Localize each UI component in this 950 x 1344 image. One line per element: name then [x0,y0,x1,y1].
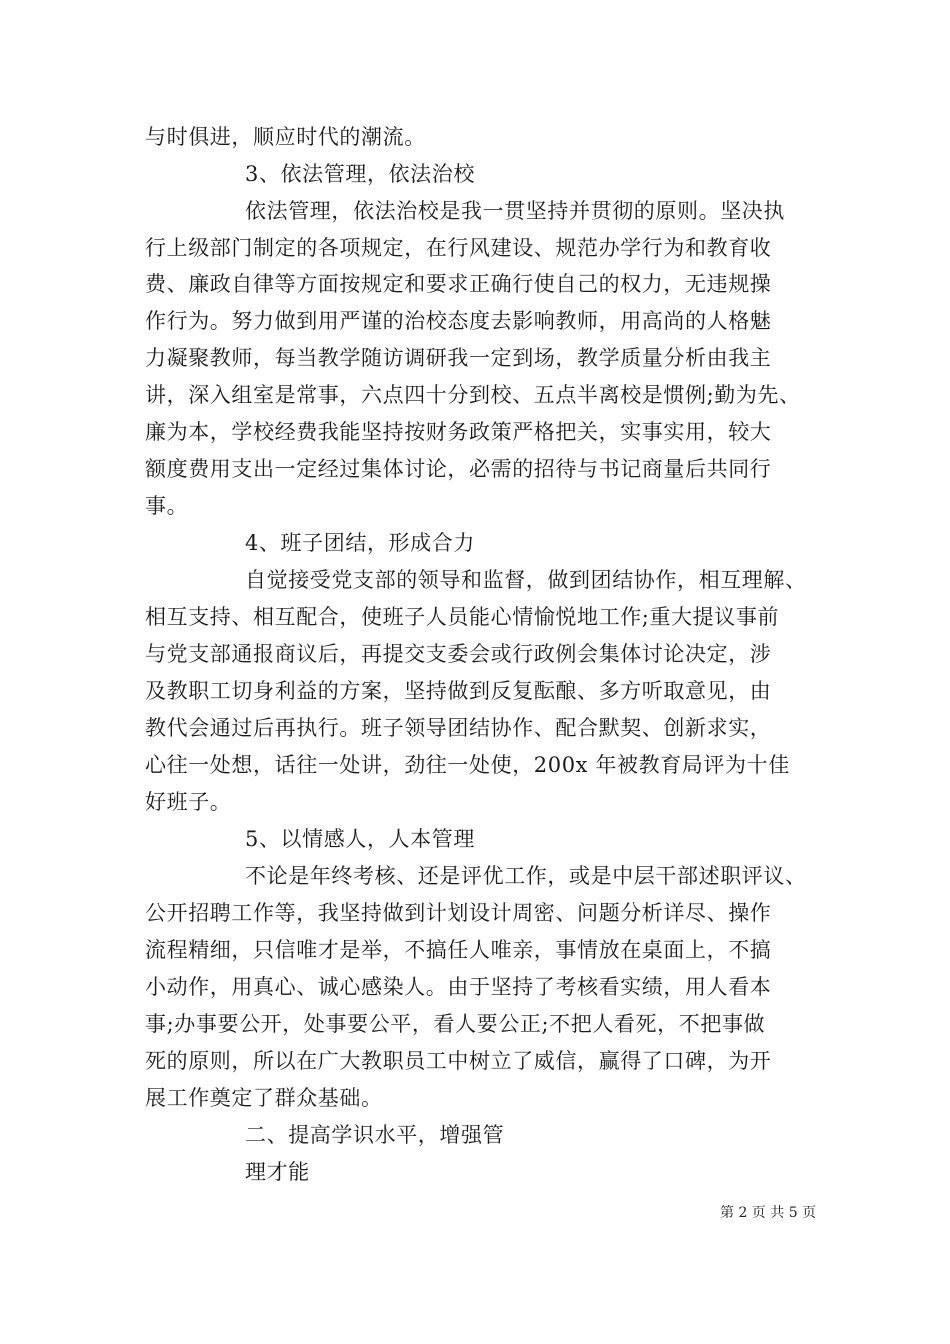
paragraph-line: 额度费用支出一定经过集体讨论，必需的招待与书记商量后共同行 [145,457,772,481]
paragraph-line: 心往一处想，话往一处讲，劲往一处使，200x 年被教育局评为十佳 [145,753,790,777]
section-heading-continued: 理才能 [245,1160,310,1184]
paragraph-line: 力凝聚教师，每当教学随访调研我一定到场，教学质量分析由我主 [145,346,772,370]
section-heading: 3、依法管理，依法治校 [245,162,475,186]
paragraph-line: 与时俱进，顺应时代的潮流。 [145,125,426,149]
paragraph-line: 死的原则，所以在广大教职员工中树立了威信，赢得了口碑，为开 [145,1049,772,1073]
paragraph-line: 小动作，用真心、诚心感染人。由于坚持了考核看实绩，用人看本 [145,975,772,999]
paragraph-line: 费、廉政自律等方面按规定和要求正确行使自己的权力，无违规操 [145,272,772,296]
paragraph-line: 流程精细，只信唯才是举，不搞任人唯亲，事情放在桌面上，不搞 [145,938,772,962]
section-heading: 4、班子团结，形成合力 [245,531,475,555]
paragraph-line: 教代会通过后再执行。班子领导团结协作、配合默契、创新求实， [145,716,772,740]
paragraph-line: 好班子。 [145,790,232,814]
paragraph-line: 行上级部门制定的各项规定，在行风建设、规范办学行为和教育收 [145,236,772,260]
paragraph-line: 事;办事要公开，处事要公平，看人要公正;不把人看死，不把事做 [145,1012,766,1036]
paragraph-line: 与党支部通报商议后，再提交支委会或行政例会集体讨论决定，涉 [145,642,772,666]
paragraph-line: 展工作奠定了群众基础。 [145,1086,383,1110]
paragraph-line: 讲，深入组室是常事，六点四十分到校、五点半离校是惯例;勤为先、 [145,383,801,407]
paragraph-line: 廉为本，学校经费我能坚持按财务政策严格把关，实事实用，较大 [145,420,772,444]
page-number-footer: 第 2 页 共 5 页 [720,1205,817,1221]
paragraph-line: 作行为。努力做到用严谨的治校态度去影响教师，用高尚的人格魅 [145,309,772,333]
paragraph-line: 自觉接受党支部的领导和监督，做到团结协作，相互理解、 [245,568,807,592]
paragraph-line: 公开招聘工作等，我坚持做到计划设计周密、问题分析详尽、操作 [145,901,772,925]
paragraph-line: 及教职工切身利益的方案，坚持做到反复酝酿、多方听取意见，由 [145,679,772,703]
section-heading: 二、提高学识水平，增强管 [245,1123,505,1147]
paragraph-line: 事。 [145,494,189,518]
paragraph-line: 不论是年终考核、还是评优工作，或是中层干部述职评议、 [245,864,807,888]
paragraph-line: 依法管理，依法治校是我一贯坚持并贯彻的原则。坚决执 [245,199,785,223]
section-heading: 5、以情感人，人本管理 [245,827,475,851]
paragraph-line: 相互支持、相互配合，使班子人员能心情愉悦地工作;重大提议事前 [145,605,780,629]
